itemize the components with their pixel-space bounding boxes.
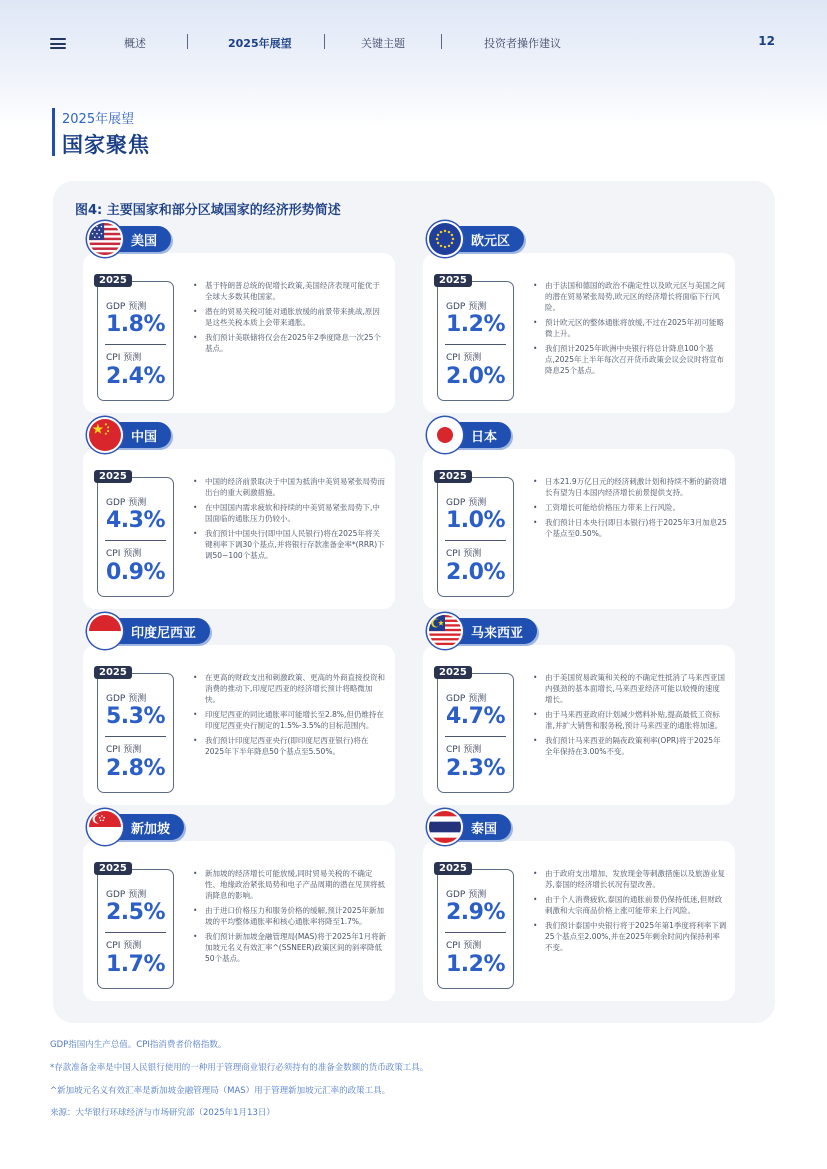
gdp-value: 2.9% [446, 900, 506, 925]
bullet-item: • 中国的经济前景取决于中国为抵消中美贸易紧张局势而出台的重大刺激措施。 [191, 476, 387, 498]
cpi-value: 1.7% [106, 952, 166, 977]
bullet-list [191, 672, 387, 761]
footnote-source: 来源：大华银行环球经济与市场研究部（2025年1月13日） [50, 1108, 275, 1118]
bullet-list [191, 868, 387, 968]
gdp-label: GDP 预测 [446, 890, 487, 900]
bullet-item: • 新加坡的经济增长可能放缓,同时贸易关税的不确定性、地缘政治紧张局势和电子产品周期的潜在见顶将抵消降息的影响。 [191, 868, 387, 901]
card-header [427, 417, 511, 453]
bullet-item: • 由于进口价格压力和服务价格的缓解,预计2025年新加坡的平均整体通胀率和核心通胀率将降至1.7%。 [191, 905, 387, 927]
eu-flag-icon [427, 221, 463, 257]
bullet-list [531, 868, 727, 957]
gdp-value: 1.2% [446, 312, 506, 337]
china-flag-icon [87, 417, 123, 453]
indonesia-flag-icon [87, 613, 123, 649]
cpi-value: 2.0% [446, 560, 506, 585]
divider [445, 540, 506, 541]
gdp-label: GDP 预测 [446, 498, 487, 508]
gdp-value: 4.3% [106, 508, 166, 533]
cpi-label: CPI 预测 [106, 353, 142, 363]
bullet-list [531, 672, 727, 761]
country-card-eurozone [423, 233, 735, 413]
nav-separator [187, 34, 188, 49]
bullet-item: • 由于个人消费疲软,泰国的通胀前景仍保持低迷,但财政刺激和大宗商品价格上涨可能带来上行风险。 [531, 894, 727, 916]
forecast-box [437, 471, 514, 597]
bullet-item: • 日本21.9万亿日元的经济刺激计划和持续不断的薪资增长有望为日本国内经济增长前景提供支持。 [531, 476, 727, 498]
bullet-item: • 潜在的贸易关税可能对通胀放缓的前景带来挑战,原因是这些关税本质上会带来通胀。 [191, 306, 387, 328]
gdp-value: 5.3% [106, 704, 166, 729]
year-tag: 2025 [434, 666, 472, 679]
year-tag: 2025 [94, 274, 132, 287]
nav-item-investor-advice[interactable]: 投资者操作建议 [484, 37, 561, 50]
cpi-value: 2.0% [446, 364, 506, 389]
card-header [87, 613, 210, 649]
country-name: 中国 [109, 422, 171, 448]
page-number: 12 [758, 34, 775, 48]
country-name: 印度尼西亚 [109, 618, 210, 644]
cpi-value: 2.4% [106, 364, 166, 389]
cpi-value: 2.8% [106, 756, 166, 781]
gdp-label: GDP 预测 [106, 694, 147, 704]
section-subtitle: 2025年展望 [62, 112, 135, 127]
forecast-box [437, 667, 514, 793]
country-name: 美国 [109, 226, 171, 252]
singapore-flag-icon [87, 809, 123, 845]
gdp-value: 1.0% [446, 508, 506, 533]
cpi-value: 0.9% [106, 560, 166, 585]
country-name: 日本 [449, 422, 511, 448]
country-name: 泰国 [449, 814, 511, 840]
nav-item-overview[interactable]: 概述 [124, 37, 146, 50]
bullet-item: • 在更高的财政支出和刺激政策、更高的外商直接投资和消费的推动下,印度尼西亚的经济增长预计将略微加快。 [191, 672, 387, 705]
cpi-label: CPI 预测 [106, 941, 142, 951]
bullet-list [531, 280, 727, 380]
forecast-box [97, 863, 174, 989]
cpi-label: CPI 预测 [446, 353, 482, 363]
page-title: 国家聚焦 [62, 133, 150, 157]
bullet-item: • 我们预计印度尼西亚央行(即印度尼西亚银行)将在2025年下半年降息50个基点至5.50%。 [191, 735, 387, 757]
cpi-label: CPI 预测 [106, 745, 142, 755]
bullet-item: • 我们预计美联储将仅会在2025年2季度降息一次25个基点。 [191, 332, 387, 354]
forecast-box [97, 471, 174, 597]
divider [445, 344, 506, 345]
bullet-item: • 基于特朗普总统的促增长政策,美国经济表现可能优于全球大多数其他国家。 [191, 280, 387, 302]
footnote-definitions: GDP指国内生产总值。CPI指消费者价格指数。 [50, 1040, 227, 1050]
country-card-japan [423, 429, 735, 609]
cpi-value: 2.3% [446, 756, 506, 781]
country-name: 欧元区 [449, 226, 524, 252]
bullet-list [531, 476, 727, 543]
country-card-thailand [423, 821, 735, 1001]
card-header [427, 221, 524, 257]
card-header [427, 809, 511, 845]
divider [445, 932, 506, 933]
gdp-value: 4.7% [446, 704, 506, 729]
gdp-value: 1.8% [106, 312, 166, 337]
gdp-label: GDP 预测 [106, 890, 147, 900]
bullet-item: • 我们预计马来西亚的隔夜政策利率(OPR)将于2025年全年保持在3.00%不变。 [531, 735, 727, 757]
forecast-box [97, 667, 174, 793]
cpi-label: CPI 预测 [446, 745, 482, 755]
divider [105, 540, 166, 541]
top-navigation [0, 0, 827, 84]
forecast-box [437, 863, 514, 989]
gdp-label: GDP 预测 [446, 694, 487, 704]
bullet-item: • 预计欧元区的整体通胀将放缓,不过在2025年初可能略微上升。 [531, 317, 727, 339]
country-card-singapore [83, 821, 395, 1001]
cpi-label: CPI 预测 [106, 549, 142, 559]
year-tag: 2025 [94, 666, 132, 679]
menu-icon[interactable] [50, 38, 66, 49]
malaysia-flag-icon [427, 613, 463, 649]
country-name: 马来西亚 [449, 618, 537, 644]
year-tag: 2025 [434, 862, 472, 875]
year-tag: 2025 [94, 862, 132, 875]
gdp-value: 2.5% [106, 900, 166, 925]
country-name: 新加坡 [109, 814, 184, 840]
bullet-list [191, 476, 387, 565]
card-header [87, 221, 171, 257]
bullet-item: • 我们预计新加坡金融管理局(MAS)将于2025年1月将新加坡元名义有效汇率^(SSNEER)政策区间的斜率降低50个基点。 [191, 931, 387, 964]
country-card-china [83, 429, 395, 609]
figure-panel [53, 181, 775, 1023]
japan-flag-icon [427, 417, 463, 453]
gdp-label: GDP 预测 [106, 302, 147, 312]
footnote-sneer: ^新加坡元名义有效汇率是新加坡金融管理局（MAS）用于管理新加坡元汇率的政策工具。 [50, 1086, 391, 1096]
bullet-item: • 由于法国和德国的政治不确定性以及欧元区与美国之间的潜在贸易紧张局势,欧元区的经济增长将面临下行风险。 [531, 280, 727, 313]
card-header [427, 613, 537, 649]
cpi-label: CPI 预测 [446, 941, 482, 951]
bullet-item: • 我们预计泰国中央银行将于2025年第1季度将利率下调25个基点至2.00%,并在2025年剩余时间内保持利率不变。 [531, 920, 727, 953]
bullet-item: • 我们预计2025年欧洲中央银行将总计降息100个基点,2025年上半年每次召开货币政策会议会议时将宣布降息25个基点。 [531, 343, 727, 376]
nav-separator [441, 34, 442, 49]
nav-separator [324, 34, 325, 49]
bullet-item: • 由于马来西亚政府计划减少燃料补贴,提高最低工资标准,并扩大销售和服务税,预计马来西亚的通胀将加速。 [531, 709, 727, 731]
country-card-indonesia [83, 625, 395, 805]
nav-item-outlook-2025[interactable]: 2025年展望 [228, 37, 292, 50]
bullet-item: • 我们预计中国央行(即中国人民银行)将在2025年将关键利率下调30个基点,并将银行存款准备金率*(RRR)下调50~100个基点。 [191, 528, 387, 561]
year-tag: 2025 [434, 470, 472, 483]
country-card-us [83, 233, 395, 413]
divider [105, 344, 166, 345]
forecast-box [437, 275, 514, 401]
cpi-label: CPI 预测 [446, 549, 482, 559]
thailand-flag-icon [427, 809, 463, 845]
us-flag-icon [87, 221, 123, 257]
divider [105, 932, 166, 933]
country-card-malaysia [423, 625, 735, 805]
gdp-label: GDP 预测 [106, 498, 147, 508]
card-header [87, 417, 171, 453]
bullet-item: • 工资增长可能给价格压力带来上行风险。 [531, 502, 727, 513]
bullet-item: • 在中国国内需求疲软和持续的中美贸易紧张局势下,中国面临的通胀压力仍较小。 [191, 502, 387, 524]
bullet-item: • 由于政府支出增加、发放现金等刺激措施以及旅游业复苏,泰国的经济增长状况有望改善。 [531, 868, 727, 890]
footnote-rrr: *存款准备金率是中国人民银行使用的一种用于管理商业银行必须持有的准备金数额的货币政策工具。 [50, 1063, 429, 1073]
year-tag: 2025 [94, 470, 132, 483]
divider [445, 736, 506, 737]
bullet-item: • 印度尼西亚的同比通胀率可能增长至2.8%,但仍维持在印度尼西亚央行制定的1.5%-3.5%的目标范围内。 [191, 709, 387, 731]
card-header [87, 809, 184, 845]
year-tag: 2025 [434, 274, 472, 287]
forecast-box [97, 275, 174, 401]
bullet-item: • 由于美国贸易政策和关税的不确定性抵消了马来西亚国内强劲的基本面增长,马来西亚经济可能以较慢的速度增长。 [531, 672, 727, 705]
nav-item-key-themes[interactable]: 关键主题 [361, 37, 405, 50]
bullet-list [191, 280, 387, 358]
header-accent-bar [52, 108, 55, 156]
figure-title: 图4: 主要国家和部分区域国家的经济形势简述 [75, 203, 341, 218]
divider [105, 736, 166, 737]
bullet-item: • 我们预计日本央行(即日本银行)将于2025年3月加息25个基点至0.50%。 [531, 517, 727, 539]
cpi-value: 1.2% [446, 952, 506, 977]
gdp-label: GDP 预测 [446, 302, 487, 312]
